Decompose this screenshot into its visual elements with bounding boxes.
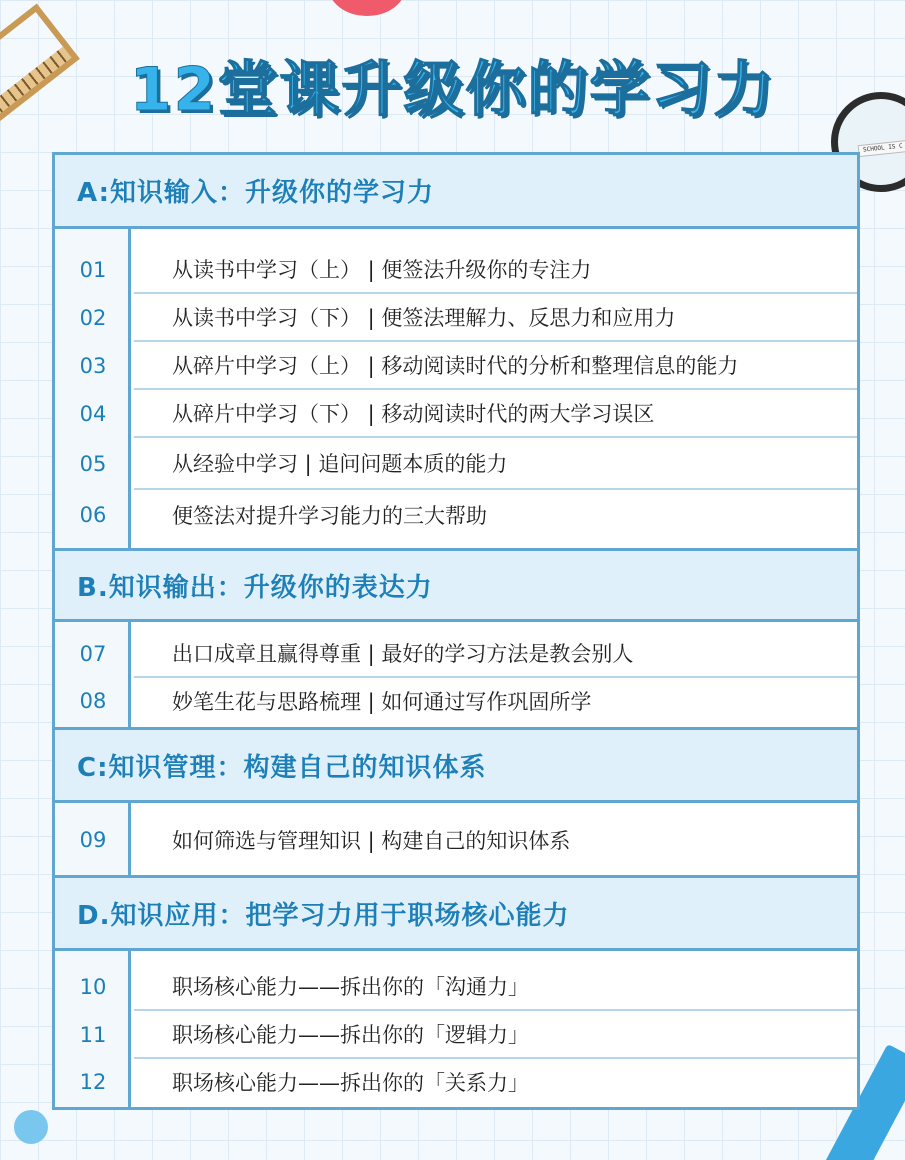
item-number: 08 [79, 689, 107, 713]
item-text: 职场核心能力——拆出你的「关系力」 [172, 1071, 529, 1095]
list-item [55, 438, 857, 490]
list-item [55, 963, 857, 1011]
course-list-card [52, 152, 860, 1110]
list-item [55, 246, 857, 294]
item-text: 职场核心能力——拆出你的「逻辑力」 [134, 1011, 857, 1059]
item-text: 从读书中学习（上） | 便签法升级你的专注力 [134, 246, 857, 294]
blue-dot-decoration [14, 1110, 48, 1144]
item-number: 05 [79, 452, 107, 476]
section-body-d [55, 951, 857, 1107]
item-number: 02 [79, 306, 107, 330]
section-header-d: D.知识应用：把学习力用于职场核心能力 [55, 875, 857, 951]
magnifier-label: SCHOOL IS C [858, 137, 905, 157]
list-item [55, 811, 857, 869]
item-text: 出口成章且赢得尊重 | 最好的学习方法是教会别人 [134, 630, 857, 678]
list-item [55, 342, 857, 390]
item-text: 从读书中学习（下） | 便签法理解力、反思力和应用力 [134, 294, 857, 342]
item-text: 从经验中学习 | 追问问题本质的能力 [134, 438, 857, 490]
item-text: 如何筛选与管理知识 | 构建自己的知识体系 [172, 829, 571, 853]
item-text: 便签法对提升学习能力的三大帮助 [172, 504, 487, 528]
item-text: 职场核心能力——拆出你的「沟通力」 [134, 963, 857, 1011]
section-header-b: B.知识输出：升级你的表达力 [55, 548, 857, 622]
item-text: 从碎片中学习（下） | 移动阅读时代的两大学习误区 [134, 390, 857, 438]
list-item [55, 678, 857, 724]
item-number: 10 [79, 975, 107, 999]
item-number: 03 [79, 354, 107, 378]
section-body-c [55, 803, 857, 875]
list-item [55, 490, 857, 540]
item-text: 妙笔生花与思路梳理 | 如何通过写作巩固所学 [172, 690, 592, 714]
section-body-b [55, 622, 857, 727]
red-circle-decoration [328, 0, 406, 16]
page-title: 12堂课升级你的学习力 [129, 55, 776, 125]
list-item [55, 630, 857, 678]
item-text: 从碎片中学习（上） | 移动阅读时代的分析和整理信息的能力 [134, 342, 857, 390]
list-item [55, 1059, 857, 1105]
list-item [55, 294, 857, 342]
section-header-c: C:知识管理：构建自己的知识体系 [55, 727, 857, 803]
list-item [55, 390, 857, 438]
section-body-a [55, 229, 857, 548]
list-item [55, 1011, 857, 1059]
item-number: 11 [79, 1023, 107, 1047]
section-header-a: A:知识输入：升级你的学习力 [55, 155, 857, 229]
item-number: 12 [79, 1070, 107, 1094]
item-number: 01 [79, 258, 107, 282]
item-number: 04 [79, 402, 107, 426]
item-number: 07 [79, 642, 107, 666]
item-number: 06 [79, 503, 107, 527]
item-number: 09 [79, 828, 107, 852]
